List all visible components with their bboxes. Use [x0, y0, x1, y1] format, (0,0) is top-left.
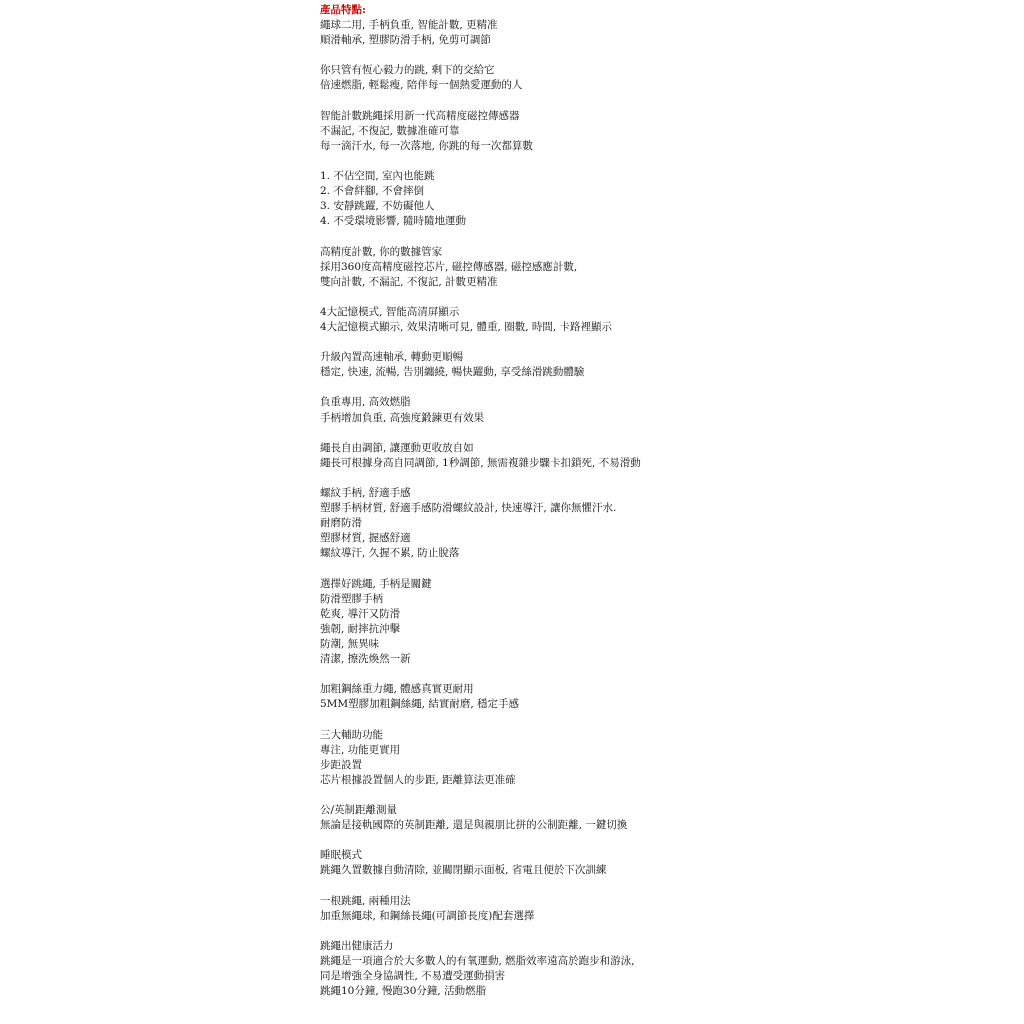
feature-block [320, 848, 1010, 878]
feature-line: 防滑塑膠手柄 [320, 592, 383, 605]
paragraph-gap [320, 335, 1010, 350]
feature-line: 不漏記, 不復記, 數據准確可靠 [320, 124, 460, 137]
product-description [320, 3, 1010, 999]
feature-block [320, 894, 1010, 924]
feature-line: 防潮, 無異味 [320, 637, 380, 650]
paragraph-gap [320, 94, 1010, 109]
feature-block [320, 728, 1010, 788]
feature-line: 強韌, 耐摔抗沖擊 [320, 622, 401, 635]
feature-line: 螺紋導汗, 久握不累, 防止脫落 [320, 547, 460, 560]
feature-line: 清潔, 擦洗煥然一新 [320, 653, 411, 666]
feature-heading: 4大記憶模式, 智能高清屏顯示 [320, 305, 460, 318]
feature-line: 手柄增加負重, 高強度鍛鍊更有效果 [320, 411, 485, 424]
feature-line: 穩定, 快速, 流暢, 告別纏繞, 暢快躍動, 享受絲滑跳動體驗 [320, 366, 585, 379]
feature-block [320, 486, 1010, 561]
feature-heading: 升級內置高速軸承, 轉動更順暢 [320, 351, 464, 364]
feature-line: 加重無繩球, 和鋼絲長繩(可調節長度)配套選擇 [320, 909, 535, 922]
feature-block [320, 682, 1010, 712]
feature-line: 倍速燃脂, 輕鬆瘦, 陪伴每一個熱愛運動的人 [320, 79, 523, 92]
paragraph-gap [320, 878, 1010, 893]
feature-block [320, 245, 1010, 290]
feature-block [320, 63, 1010, 93]
feature-line: 4大記憶模式顯示, 效果清晰可見, 體重, 圈數, 時間, 卡路裡顯示 [320, 320, 613, 333]
feature-line: 耐磨防滑 [320, 517, 362, 530]
feature-line: 無論是接軌國際的英制距離, 還是與親朋比拼的公制距離, 一鍵切換 [320, 819, 628, 832]
paragraph-gap [320, 788, 1010, 803]
feature-heading: 1. 不佔空間, 室內也能跳 [320, 170, 435, 183]
feature-block [320, 109, 1010, 154]
feature-line: 跳繩是一項適合於大多數人的有氧運動, 燃脂效率遠高於跑步和游泳, [320, 954, 635, 967]
paragraph-gap [320, 380, 1010, 395]
feature-block [320, 395, 1010, 425]
feature-block [320, 939, 1010, 999]
paragraph-gap [320, 48, 1010, 63]
feature-line: 步距設置 [320, 758, 362, 771]
feature-line: 5MM塑膠加粗鋼絲繩, 結實耐磨, 穩定手感 [320, 698, 520, 711]
paragraph-gap [320, 667, 1010, 682]
feature-line: 專注, 功能更實用 [320, 743, 401, 756]
feature-line: 塑膠材質, 握感舒適 [320, 532, 411, 545]
feature-line: 同是增強全身協調性, 不易遭受運動損害 [320, 970, 506, 982]
feature-heading: 跳繩出健康活力 [320, 939, 394, 952]
feature-heading: 睡眠模式 [320, 849, 362, 862]
feature-heading: 高精度計數, 你的數據管家 [320, 245, 443, 258]
feature-block [320, 441, 1010, 471]
feature-blocks [320, 18, 1010, 999]
feature-block [320, 350, 1010, 380]
feature-heading: 選擇好跳繩, 手柄是關鍵 [320, 577, 432, 590]
feature-line: 繩長可根據身高自同調節, 1秒調節, 無需複雜步驟卡扣鎖死, 不易滑動 [320, 456, 641, 469]
feature-heading: 繩長自由調節, 讓運動更收放自如 [320, 441, 474, 454]
feature-heading: 你只管有恆心毅力的跳, 剩下的交給它 [320, 64, 495, 77]
feature-heading: 繩球二用, 手柄負重, 智能計數, 更精准 [320, 19, 498, 32]
feature-block [320, 577, 1010, 668]
feature-block [320, 305, 1010, 335]
feature-line: 跳繩久置數據自動清除, 並關閉顯示面板, 省電且便於下次訓練 [320, 864, 607, 877]
feature-heading: 公/英制距離測量 [320, 803, 398, 816]
section-title: 產品特點: [320, 4, 366, 16]
feature-heading: 三大輔助功能 [320, 728, 383, 741]
paragraph-gap [320, 712, 1010, 727]
feature-line: 2. 不會絆腳, 不會摔倒 [320, 185, 425, 198]
feature-line: 每一滴汗水, 每一次落地, 你跳的每一次都算數 [320, 139, 533, 152]
feature-line: 跳繩10分鐘, 慢跑30分鐘, 活動燃脂 [320, 985, 487, 998]
paragraph-gap [320, 561, 1010, 576]
feature-heading: 加粗鋼絲重力繩, 體感真實更耐用 [320, 683, 474, 696]
feature-line: 芯片根據設置個人的步距, 距離算法更准確 [320, 773, 516, 786]
paragraph-gap [320, 471, 1010, 486]
feature-line: 雙向計數, 不漏記, 不復記, 計數更精准 [320, 275, 498, 288]
feature-line: 塑膠手柄材質, 舒適手感防滑螺紋設計, 快速導汗, 讓你無懼汗水. [320, 502, 617, 515]
paragraph-gap [320, 290, 1010, 305]
feature-line: 3. 安靜跳躍, 不妨礙他人 [320, 200, 435, 213]
paragraph-gap [320, 154, 1010, 169]
feature-line: 採用360度高精度磁控芯片, 磁控傳感器, 磁控感應計數, [320, 260, 578, 273]
feature-block [320, 18, 1010, 48]
feature-heading: 負重專用, 高效燃脂 [320, 396, 411, 409]
feature-heading: 一根跳繩, 兩種用法 [320, 894, 411, 907]
feature-heading: 智能計數跳繩採用新一代高精度磁控傳感器 [320, 109, 520, 122]
feature-line: 順滑軸承, 塑膠防滑手柄, 免剪可調節 [320, 34, 491, 47]
feature-block [320, 169, 1010, 229]
feature-line: 乾爽, 導汗又防滑 [320, 607, 401, 620]
feature-line: 4. 不受環境影響, 隨時隨地運動 [320, 215, 467, 228]
paragraph-gap [320, 924, 1010, 939]
feature-heading: 螺紋手柄, 舒適手感 [320, 487, 411, 499]
paragraph-gap [320, 426, 1010, 441]
feature-block [320, 803, 1010, 833]
paragraph-gap [320, 229, 1010, 244]
paragraph-gap [320, 833, 1010, 848]
